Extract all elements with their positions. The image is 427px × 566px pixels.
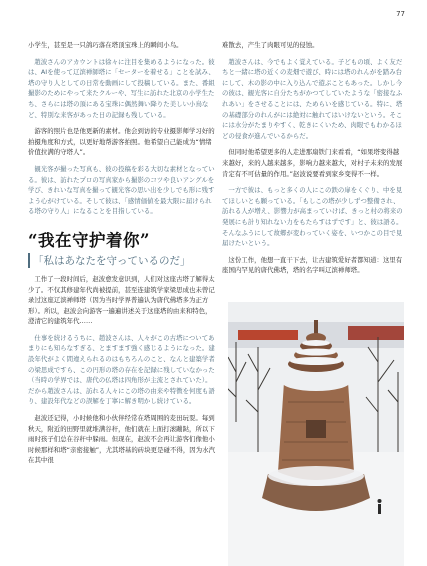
right-jp-paragraph-1: 趙波さんは、今でもよく覚えている。子どもの頃、よく友だちと一緒に塔の近くの麦畑で遊び、時には塔のれんがを踏み台にして、木の影の中に入り込んで遊ぶこともあった。しかし今の彼は、観光客に自分たちがかつてしていたような「密接なふれあい」をさせることには、ためらいを感じている。特に、塔の基礎部分のれんがには絶対に触れてはいけないという。そこには水分がたまりやすく、乾きにくいため、肉眼でもわかるほどの侵食が進んでいるからだ。 — [222, 57, 403, 140]
left-zh-paragraph-3: 赵波还记得，小时候他和小伙伴经常在塔周围的麦田玩耍。每到秋天，附近的田野里就堆满谷秆，他们就在上面打滚蹦跶，所以下雨时孩子们总在谷秆中躲雨。但现在，赵波不会再让游客们像他小时候那样和塔“亲密接触”，尤其塔基的砖块更是碰不得，因为水汽在其中很 — [28, 414, 216, 465]
right-zh-paragraph-1: 难散去，产生了肉眼可见的侵蚀。 — [222, 41, 319, 49]
left-zh-paragraph-1: 游客的照片也是他更新的素材。他会到访的专业摄影师学习好的拍摄角度和方式，以更好地帮游客拍照。他希望自己能成为“情绪价值拉满的守塔人”。 — [28, 127, 215, 157]
right-zh-paragraph-2: 但同时他希望更多的人走进那扇铁门来看看，“如果塔变得越来越好，来的人越来越多，影响力越来越大，对村子未来的发展肯定有不可估量的作用。”赵波说要看到家乡变得不一样。 — [222, 148, 403, 178]
right-zh-paragraph-3: 这份工作，他想一直干下去，让古建筑爱好者都知道：这里有座国内罕见的唐代佛塔，塔的名字叫辽滨禅师塔。 — [222, 255, 403, 275]
page-number: 77 — [396, 10, 405, 18]
left-jp-paragraph-3: 仕事を続けるうちに、趙波さんは、人々がこの古塔についてあまりにも知らなすぎる、とますます強く感じるようになった。建設年代がよく間違えられるのはもちろんのこと、なんと建築学者の梁思成ですら、この円形の塔の存在を記録に残していなかった（当時の学界では、唐代の仏塔は四角形が主流とされていた）。だから趙波さんは、訪れる人々にこの塔の由来や特徴を何度も語り、建設年代などの誤解を丁寧に解き明かし続けている。 — [28, 333, 215, 406]
left-column — [28, 40, 216, 472]
left-jp-paragraph-2: 観光客が撮った写真も、彼の投稿を彩る大切な素材となっている。彼は、訪れたプロの写真家から撮影のコツや良いアングルを学び、きれいな写真を撮って観光客の思い出を少しでも形に残すよう心がけている。そして彼は、「感情価値を最大限に届けられる塔の守り人」になることを目指している。 — [28, 164, 215, 216]
left-jp-paragraph-1: 趙波さんのアカウントは徐々に注目を集めるようになった。彼は、AIを使って辽滨禅師塔に「セーターを着せる」ことを試み、塔の守り人としての日常を動画にして投稿している。また、番組撮影のためにやって来たクルーや、写生に訪れた北京の小学生たち、さらには塔の頂にある宝珠に偶然舞い降りた美しい小鳥など、特別な来客があった日の記録も残している。 — [28, 57, 215, 119]
right-column — [222, 40, 404, 282]
section-heading-zh: “我在守护着你” — [28, 230, 150, 250]
left-intro-zh: 小学生，甚至是一只鸽巧落在塔顶宝珠上的瞬间小鸟。 — [28, 41, 183, 49]
section-heading-jp: 「私はあなたを守っているのだ」 — [28, 253, 216, 268]
right-jp-paragraph-2: 一方で彼は、もっと多くの人にこの鉄の扉をくぐり、中を見てほしいとも願っている。「もしこの塔が少しずつ整備され、訪れる人が増え、影響力が高まっていけば、きっと村の将来の発展にも計り知れない力をもたらすはずです」と、彼は語る。そんなふうにして故郷が変わっていく姿を、いつかこの目で見届けたいという。 — [222, 186, 403, 248]
pagoda-illustration — [228, 302, 404, 566]
pagoda-snow-photo — [228, 302, 404, 566]
left-zh-paragraph-2: 工作了一段时间后，赵波愈发意识到，人们对这座古塔了解得太少了。不仅其修建年代尚被提前，甚至连建筑学家梁思成也未曾记录过这座辽滨禅师塔（因为当时学界普遍认为唐代佛塔多为正方形）。所以，赵波会向游客一遍遍讲述关于这座塔的由来和特色，澄清它的建筑年代…… — [28, 274, 215, 326]
